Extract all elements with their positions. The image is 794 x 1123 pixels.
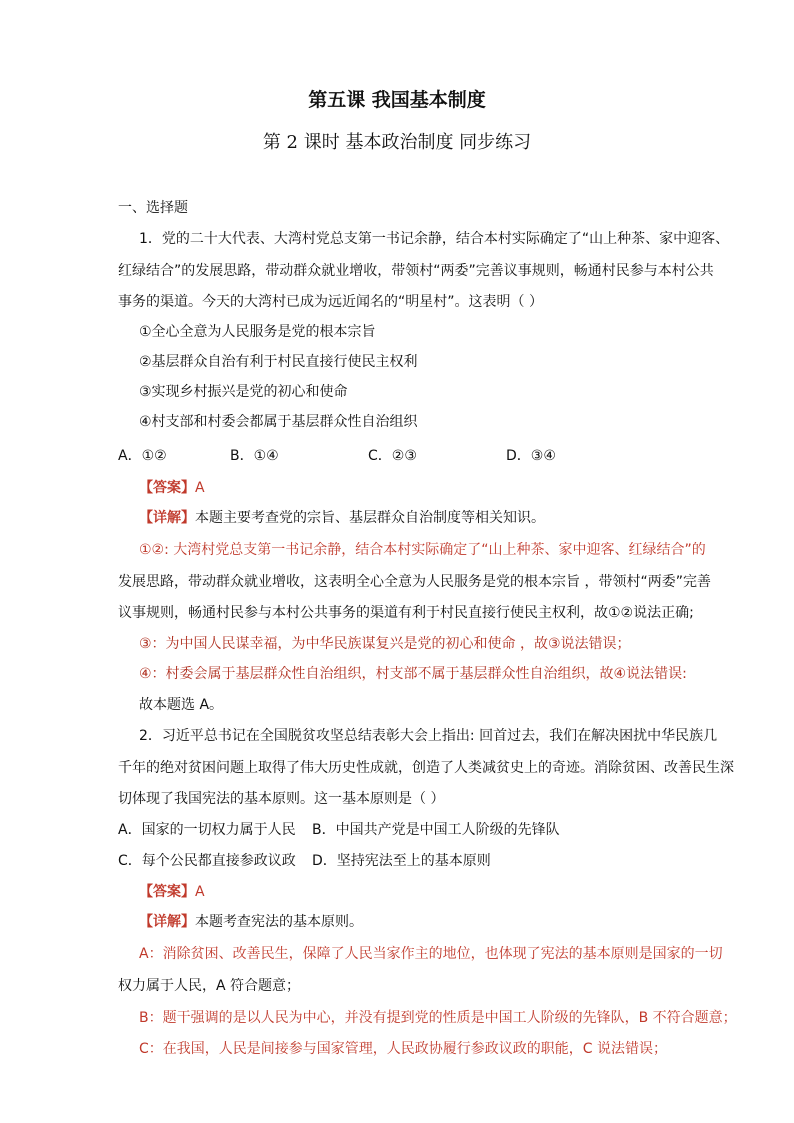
q1-statement: ④村支部和村委会都属于基层群众性自治组织: [139, 414, 418, 430]
q1-option-d: D．③④: [506, 448, 556, 464]
q1-analysis-line: ④：村委会属于基层群众性自治组织，村支部不属于基层群众性自治组织，故④说法错误:: [139, 666, 687, 682]
q2-option-c: C．每个公民都直接参政议政: [118, 853, 296, 869]
answer-value: A: [195, 480, 205, 496]
detail-intro: 本题主要考查党的宗旨、基层群众自治制度等相关知识。: [195, 510, 545, 526]
q2-stem-line: 千年的绝对贫困问题上取得了伟大历史性成就，创造了人类减贫史上的奇迹。消除贫困、改善民生深: [118, 760, 734, 776]
q2-stem-line: 2．习近平总书记在全国脱贫攻坚总结表彰大会上指出: 回首过去，我们在解决困扰中华民族几: [139, 728, 718, 744]
answer-value: A: [195, 884, 205, 900]
q1-statement: ②基层群众自治有利于村民直接行使民主权利: [139, 354, 418, 370]
page-title: 第五课 我国基本制度: [308, 89, 486, 111]
q1-answer: [139, 478, 205, 498]
q2-stem-line: 切体现了我国宪法的基本原则。这一基本原则是（ ）: [118, 791, 445, 807]
detail-label: 【详解】: [139, 510, 195, 526]
q1-stem-line: 事务的渠道。今天的大湾村已成为远近闻名的“明星村”。这表明（ ）: [118, 294, 543, 310]
q1-analysis-line: 议事规则，畅通村民参与本村公共事务的渠道有利于村民直接行使民主权利，故①②说法正确;: [118, 605, 694, 621]
q1-statement: ①全心全意为人民服务是党的根本宗旨: [139, 324, 376, 340]
q2-option-b: B．中国共产党是中国工人阶级的先锋队: [312, 822, 560, 838]
q1-option-a: A．①②: [118, 448, 167, 464]
answer-label: 【答案】: [139, 884, 195, 900]
q1-analysis-line: 发展思路，带动群众就业增收，这表明全心全意为人民服务是党的根本宗旨 ，带领村“两委”完善: [118, 574, 711, 590]
q2-analysis-line: B：题干强调的是以人民为中心，并没有提到党的性质是中国工人阶级的先锋队，B 不符合题意；: [139, 1010, 737, 1026]
q1-statement: ③实现乡村振兴是党的初心和使命: [139, 384, 348, 400]
q1-analysis-line: ①②: 大湾村党总支第一书记余静，结合本村实际确定了“山上种茶、家中迎客、红绿结合”的: [139, 542, 706, 558]
q2-option-a: A．国家的一切权力属于人民: [118, 822, 296, 838]
q2-analysis-line: A：消除贫困、改善民生，保障了人民当家作主的地位，也体现了宪法的基本原则是国家的一切: [139, 946, 723, 962]
section-heading: 一、选择题: [118, 200, 188, 216]
q1-conclusion: 故本题选 A。: [139, 697, 224, 713]
detail-label: 【详解】: [139, 914, 195, 930]
q2-analysis-line: 权力属于人民，A 符合题意；: [118, 978, 301, 994]
q2-detail: [139, 912, 363, 932]
answer-label: 【答案】: [139, 480, 195, 496]
q2-answer: [139, 882, 205, 902]
q1-detail: [139, 508, 545, 528]
q1-analysis-line: ③：为中国人民谋幸福，为中华民族谋复兴是党的初心和使命 ，故③说法错误；: [139, 636, 631, 652]
detail-intro: 本题考查宪法的基本原则。: [195, 914, 363, 930]
page-subtitle: 第 2 课时 基本政治制度 同步练习: [262, 132, 532, 153]
q2-analysis-line: C：在我国，人民是间接参与国家管理，人民政协履行参政议政的职能，C 说法错误；: [139, 1041, 667, 1057]
q1-stem-line: 1．党的二十大代表、大湾村党总支第一书记余静，结合本村实际确定了“山上种茶、家中迎客、: [139, 231, 730, 247]
q1-option-c: C．②③: [368, 448, 417, 464]
q2-option-d: D．坚持宪法至上的基本原则: [312, 853, 491, 869]
q1-option-b: B．①④: [230, 448, 279, 464]
q1-stem-line: 红绿结合”的发展思路，带动群众就业增收，带领村“两委”完善议事规则，畅通村民参与本村公共: [118, 263, 714, 279]
